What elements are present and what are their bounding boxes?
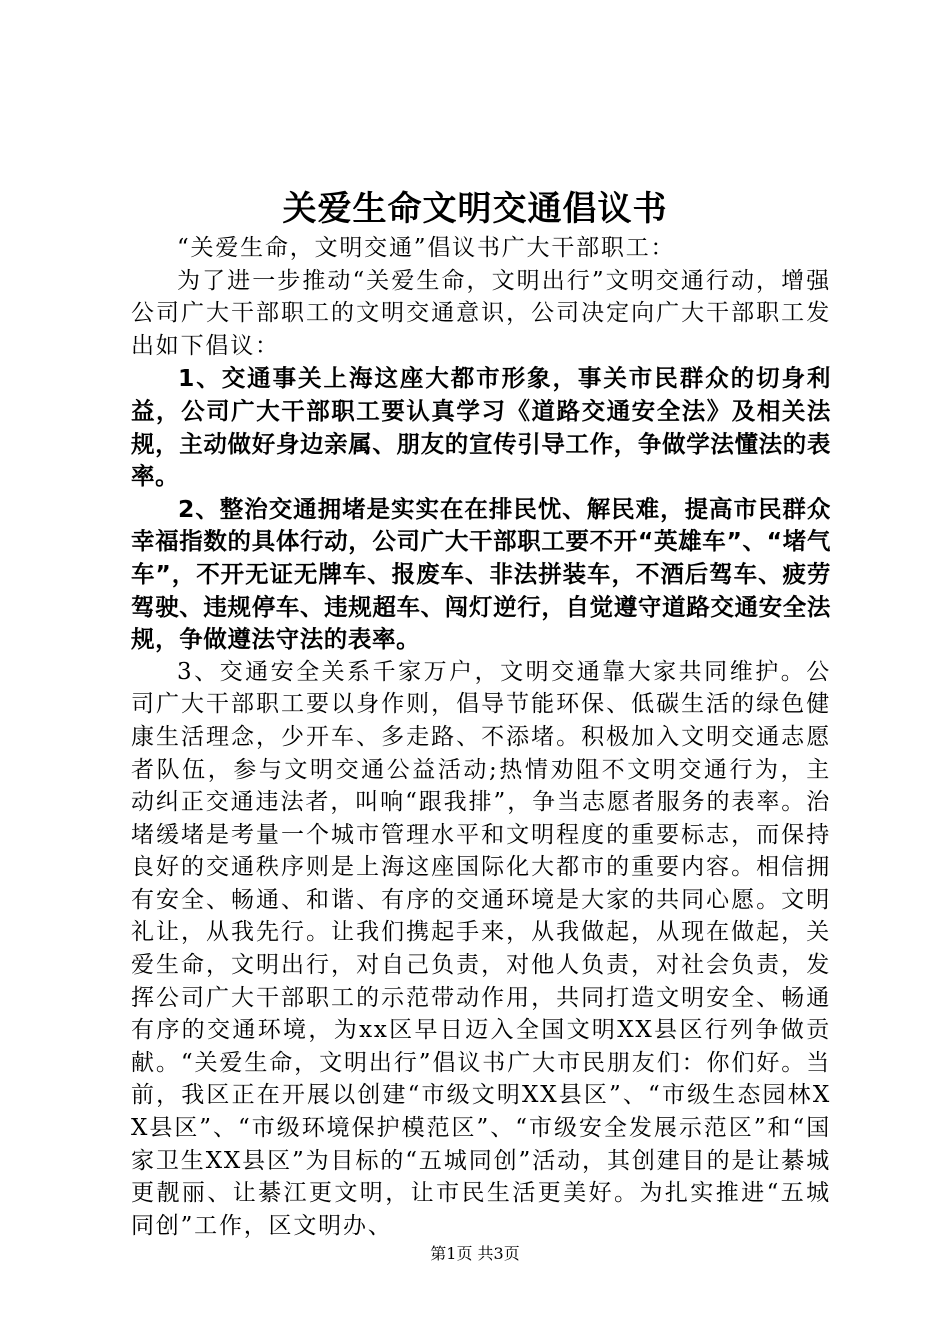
salutation-paragraph: “关爱生命，文明交通”倡议书广大干部职工： [177,235,676,261]
intro-paragraph: 为了进一步推动“关爱生命，文明出行”文明交通行动，增强公司广大干部职工的文明交通意识，公司决定向广大干部职工发出如下倡议： [131,267,831,359]
proposal-item-1: 1、交通事关上海这座大都市形象，事关市民群众的切身利益，公司广大干部职工要认真学习《道路交通安全法》及相关法规，主动做好身边亲属、朋友的宣传引导工作，争做学法懂法的表率。 [131,364,831,491]
document-body [131,232,831,1242]
proposal-item-2: 2、整治交通拥堵是实实在在排民忧、解民难，提高市民群众幸福指数的具体行动，公司广大干部职工要不开“英雄车”、“堵气车”，不开无证无牌车、报废车、非法拼装车，不酒后驾车、疲劳驾驶、违规停车、违规超车、闯灯逆行，自觉遵守道路交通安全法规，争做遵法守法的表率。 [131,494,831,654]
document-title: 关爱生命文明交通倡议书 [282,189,668,229]
proposal-item-3: 3、交通安全关系千家万户，文明交通靠大家共同维护。公司广大干部职工要以身作则，倡导节能环保、低碳生活的绿色健康生活理念，少开车、多走路、不添堵。积极加入文明交通志愿者队伍，参与文明交通公益活动;热情劝阻不文明交通行为，主动纠正交通违法者，叫响“跟我排”，争当志愿者服务的表率。治堵缓堵是考量一个城市管理水平和文明程度的重要标志，而保持良好的交通秩序则是上海这座国际化大都市的重要内容。相信拥有安全、畅通、和谐、有序的交通环境是大家的共同心愿。文明礼让，从我先行。让我们携起手来，从我做起，从现在做起，关爱生命，文明出行，对自己负责，对他人负责，对社会负责，发挥公司广大干部职工的示范带动作用，共同打造文明安全、畅通有序的交通环境，为xx区早日迈入全国文明XX县区行列争做贡献。“关爱生命，文明出行”倡议书广大市民朋友们：你们好。当前，我区正在开展以创建“市级文明XX县区”、“市级生态园林XX县区”、“市级环境保护模范区”、“市级安全发展示范区”和“国家卫生XX县区”为目标的“五城同创”活动，其创建目的是让綦城更靓丽、让綦江更文明，让市民生活更美好。为扎实推进“五城同创”工作，区文明办、 [131,658,831,1239]
page-number-footer: 第1页 共3页 [430,1244,520,1263]
